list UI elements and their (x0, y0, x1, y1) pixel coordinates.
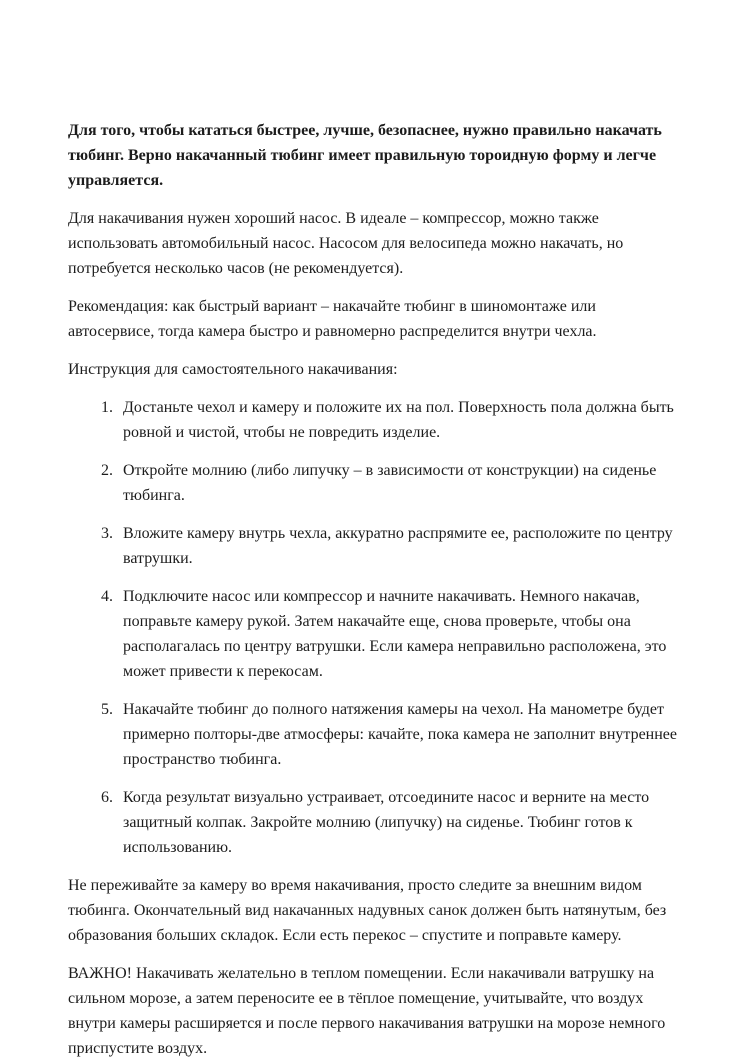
document-body (68, 118, 684, 1061)
instruction-step-2: 2. Откройте молнию (либо липучку – в зависимости от конструкции) на сиденье тюбинга. (117, 458, 684, 508)
instruction-step-4: 4. Подключите насос или компрессор и начните накачивать. Немного накачав, поправьте камеру рукой. Затем накачайте еще, снова проверьте, чтобы она располагалась по центру ватрушки. Если камера неправильно расположена, это может привести к перекосам. (117, 584, 684, 684)
instruction-step-6: 6. Когда результат визуально устраивает, отсоедините насос и верните на место защитный колпак. Закройте молнию (липучку) на сиденье. Тюбинг готов к использованию. (117, 785, 684, 860)
instruction-step-5: 5. Накачайте тюбинг до полного натяжения камеры на чехол. На манометре будет примерно полторы-две атмосферы: качайте, пока камера не заполнит внутреннее пространство тюбинга. (117, 697, 684, 772)
pump-paragraph: Для накачивания нужен хороший насос. В идеале – компрессор, можно также использовать автомобильный насос. Насосом для велосипеда можно накачать, но потребуется несколько часов (не рекомендуется). (68, 210, 624, 277)
instruction-step-1: 1. Достаньте чехол и камеру и положите их на пол. Поверхность пола должна быть ровной и чистой, чтобы не повредить изделие. (117, 395, 684, 445)
recommendation-paragraph: Рекомендация: как быстрый вариант – накачайте тюбинг в шиномонтаже или автосервисе, тогда камера быстро и равномерно распределится внутри чехла. (68, 298, 597, 340)
instruction-steps-list (68, 395, 684, 860)
intro-paragraph: Для того, чтобы кататься быстрее, лучше, безопаснее, нужно правильно накачать тюбинг. Верно накачанный тюбинг имеет правильную тороидную форму и легче управляется. (68, 122, 662, 189)
dont-worry-paragraph: Не переживайте за камеру во время накачивания, просто следите за внешним видом тюбинга. Окончательный вид накачанных надувных санок должен быть натянутым, без образования больших складок. Если есть перекос – спустите и поправьте камеру. (68, 877, 667, 944)
important-paragraph: ВАЖНО! Накачивать желательно в теплом помещении. Если накачивали ватрушку на сильном морозе, а затем переносите ее в тёплое помещение, учитывайте, что воздух внутри камеры расширяется и после первого накачивания ватрушки на морозе немного приспустите воздух. (68, 965, 666, 1057)
instructions-heading: Инструкция для самостоятельного накачивания: (68, 361, 398, 378)
instruction-step-3: 3. Вложите камеру внутрь чехла, аккуратно распрямите ее, расположите по центру ватрушки. (117, 521, 684, 571)
